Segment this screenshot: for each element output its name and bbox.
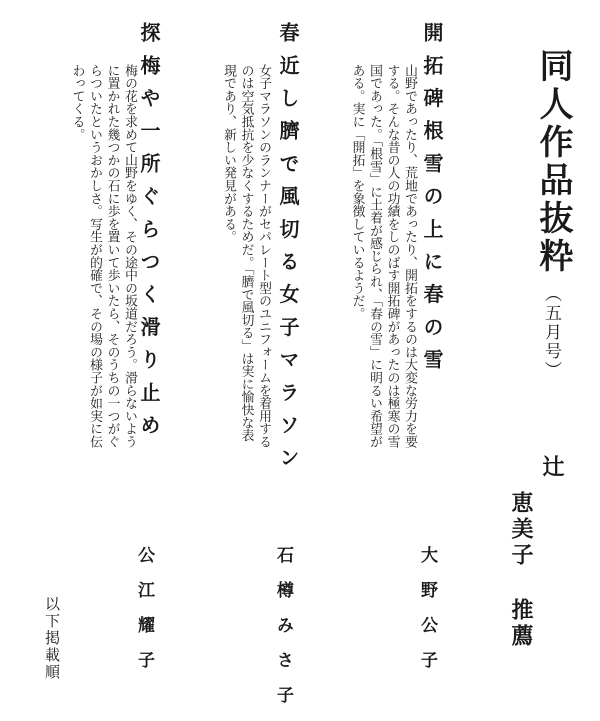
page-title: 同人作品抜粋: [533, 48, 573, 276]
haiku-1-author: 大野公子: [417, 546, 437, 686]
selector-given: 恵美子 推薦: [508, 491, 533, 650]
haiku-3-comment: 梅の花を求めて山野をゆく、その途中の坂道だろう。滑らないように置かれた幾つかの石に歩を置いて歩いたら、そのうちの一つがぐらついたというおかしさ。写生が的確で、その場の様子が如実に伝わってくる。: [69, 64, 137, 448]
haiku-2-author: 石樽みさ子: [273, 546, 293, 721]
haiku-3: 探梅や一所ぐらつく滑り止め: [137, 22, 161, 448]
selector-credit: [505, 455, 567, 650]
haiku-3-author: 公江耀子: [134, 546, 154, 686]
haiku-1: 開拓碑根雪の上に春の雪: [420, 22, 444, 382]
issue-label: （五月号）: [541, 285, 561, 380]
haiku-2: 春近し臍で風切る女子マラソン: [276, 22, 300, 480]
haiku-2-comment: 女子マラソンのランナーがセパレート型のユニフォームを着用するのは空気抵抗を少なくするためだ。「臍で風切る」は実に愉快な表現であり、新しい発見がある。: [221, 64, 271, 448]
haiku-1-comment: 山野であったり、荒地であったり、開拓をするのは大変な労力を要する。そんな昔の人の功績をしのばす開拓碑があったのは極寒の雪国であった。「根雪」に土着が感じられ、「春の雪」に明るい希望がある。実に「開拓」を象徴しているようだ。: [349, 64, 417, 448]
footer-note: 以下掲載順: [43, 596, 61, 681]
selector-surname: 辻: [539, 455, 564, 477]
